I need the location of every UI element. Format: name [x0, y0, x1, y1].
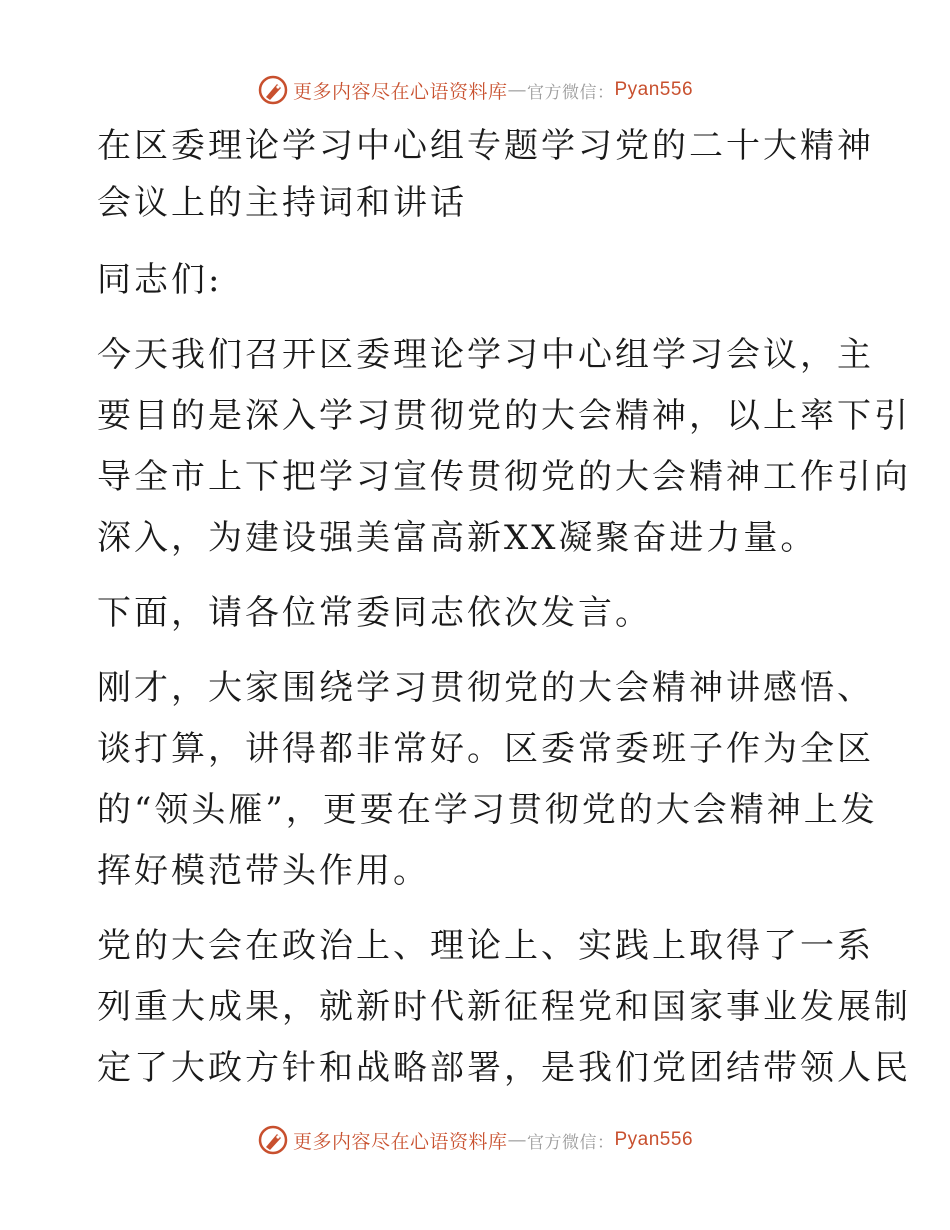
title-line: 会议上的主持词和讲话 — [97, 183, 467, 223]
watermark-brand: 更多内容尽在心语资料库 — [292, 80, 508, 103]
paragraph-opening — [97, 325, 911, 569]
watermark-id: Pyan556 — [614, 79, 694, 100]
paragraph-line: 列重大成果，就新时代新征程党和国家事业发展制 — [97, 987, 911, 1027]
paragraph-line: 导全市上下把学习宣传贯彻党的大会精神工作引向 — [97, 457, 911, 497]
footer-watermark — [0, 1122, 950, 1158]
header-watermark — [0, 72, 950, 108]
watermark-separator: — — [507, 1129, 527, 1151]
document-title — [97, 118, 874, 232]
paragraph-line: 谈打算，讲得都非常好。区委常委班子作为全区 — [97, 729, 874, 769]
watermark-id: Pyan556 — [614, 1129, 694, 1150]
paragraph-invite-speakers — [97, 583, 857, 644]
watermark-brand: 更多内容尽在心语资料库 — [292, 1130, 508, 1153]
paragraph-line: 挥好模范带头作用。 — [97, 851, 430, 891]
paragraph-congress-achievements — [97, 916, 911, 1099]
paragraph-greeting — [97, 250, 857, 311]
pen-nib-logo-icon — [257, 74, 289, 106]
document-body — [97, 118, 911, 1113]
watermark-separator: — — [507, 79, 527, 101]
paragraph-line: 要目的是深入学习贯彻党的大会精神，以上率下引 — [97, 396, 911, 436]
watermark-label: 官方微信： — [527, 82, 615, 103]
title-line: 在区委理论学习中心组专题学习党的二十大精神 — [97, 126, 874, 166]
paragraph-line: 下面，请各位常委同志依次发言。 — [97, 593, 652, 633]
watermark-label: 官方微信： — [527, 1132, 615, 1153]
paragraph-line: 今天我们召开区委理论学习中心组学习会议，主 — [97, 335, 874, 375]
paragraph-line: 刚才，大家围绕学习贯彻党的大会精神讲感悟、 — [97, 668, 874, 708]
paragraph-line: 定了大政方针和战略部署，是我们党团结带领人民 — [97, 1048, 911, 1088]
paragraph-line: 党的大会在政治上、理论上、实践上取得了一系 — [97, 926, 874, 966]
paragraph-line: 深入，为建设强美富高新XX凝聚奋进力量。 — [97, 518, 818, 558]
pen-nib-logo-icon — [257, 1124, 289, 1156]
paragraph-summary — [97, 658, 878, 902]
paragraph-line: 同志们: — [97, 260, 223, 300]
paragraph-line: 的“领头雁”，更要在学习贯彻党的大会精神上发 — [97, 790, 878, 830]
